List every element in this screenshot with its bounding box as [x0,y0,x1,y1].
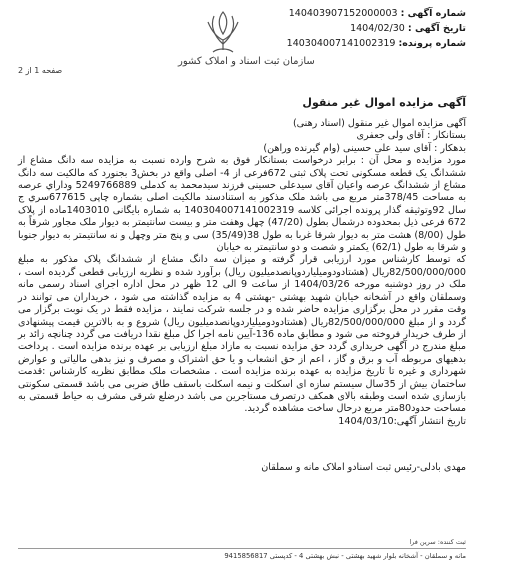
organization-name: سازمان ثبت اسناد و املاک کشور [178,56,315,67]
announcement-no-label: شماره آگهی : [400,8,466,19]
case-no: 140304007141002319 [286,38,396,49]
case-no-row [287,36,466,51]
debtor-line: بدهکار : آقای سید علی حسینی (وام گیرنده وراهن) [263,142,466,154]
footer-registrar: ثبت کننده: سرین فرا [409,538,466,546]
emblem-icon [168,4,278,64]
property-description: مورد مزایده و محل آن : برابر درخواست بستانکار فوق به شرح وارده نسبت به مزایده سه دانگ مشاع از ششدانگ یک قطعه مسکونی تحت پلاک ثبتی 672فرعی از 4- اصلی واقع در بخش3 بجنورد که مالکیت سه دانگ مشاع از ششدانگ عرصه واعیان آقای سیدعلی حسینی فرزند سیدمحمد به کدملی 5249766889 وداراي عرصه به مساحت 378/45متر مربع می باشد ملک مذکور به استنادسند مالکیت اصلی بشماره چاپی 677615سري ج سال 92وتوثیقه گذار پرونده اجرائی کلاسه 140304007141002319 به شماره بایگانی 1403010ماده از پلاک 672 فرعی ذیل بمحدوده درشمال بطول (47/20) چهل وهفت متر و بیست سانتیمتر به دیوار ملک مجاور شرقاً به طول (8/00) هشت متر به دیوار شرقا غربا به طول 38(35/49) سی و پنج متر وچهل و نه سانتیمتر به دیوار جنوبا و شرقا به طول (62/1) یکمتر و شصت و دو سانتیمتر به خیابان [18,155,467,254]
paragraph: آگهی مزایده اموال غیر منقول (اسناد رهنی) [292,118,466,129]
announcement-no: 140403907152000003 [288,8,398,19]
creditor-line: بستانکار : آقای ولی جعفری [356,130,466,142]
announcement-meta [287,6,466,51]
publication-date: تاریخ انتشار آگهی:1404/03/10 [338,415,466,427]
auction-terms: که توسط کارشناس مورد ارزیابی قرار گرفته و میزان سه دانگ مشاع از ششدانگ پلاک مذکور به مبلغ 82/500/000/000ریال (هشتادودومیلیاردوپانصدمیلیون ریال) برآورد شده و نظریه ارزیابی قطعی گردیده است ، ملک در روز دوشنبه مورخه 1404/03/26 از ساعت 9 الی 12 ظهر در محل اداره اجرای اسناد رسمی مانه وسملقان واقع در آشخانه خیابان شهید بهشتی -بهشتی 4 به مزایده گذاشته می شود ، خریداران می توانند در وقت مقرر در محل برگزاری مزایده حاضر شده و در جلسه شرکت نمایند ، مزایده فقط در یک نوبت برگزار می گردد و از مبلغ 82/500/000/000ریال (هشتادودومیلیاردوپانصدمیلیون ریال) شروع و به بالاترین قیمت پیشنهادی از طرف خریدار فروخته می شود و مطابق ماده 136-آیین نامه اجرا کل مبلغ نقدا دریافت می گردد چنانچه زائد بر مبلغ مندرج در آگهی خریداری گردد حق مزایده نسبت به مازاد مبلغ ارزیابی بر عهده برنده مزایده است . پرداخت بدهیهای مربوطه آب و برق و گاز ، اعم از حق انشعاب و یا حق اشتراک و مصرف و نیز بدهی مالیاتی و عوارض شهرداری و غیره تا تاریخ مزایده به عهده برنده مزایده است . مشخصات ملک مطابق نظریه کارشناس :قدمت ساختمان بیش از 35سال سیستم سازه ای اسکلت و نیمه اسکلت باسقف طاق ضربی می باشد قسمتی سکونتی بازسازی شده است وطبقه بالای همکف درتصرف مستاجرین می باشد درضلع شرقی مشرف به حیاط قسمتی به مساحت حدود80متر مربع درحال ساخت مشاهده گردید. [18,254,467,415]
document-title: آگهی مزایده اموال غیر منقول [302,96,466,109]
page-number: صفحه 1 از 2 [18,66,63,75]
signature-line: مهدی بادلی-رئیس ثبت اسنادو املاک مانه و سملقان [261,462,466,473]
announcement-date: 1404/02/30 [350,23,405,34]
footer-address: مانه و سملقان - آشخانه بلوار شهید بهشتی - نبش بهشتی 4 - کدپستی 9415856817 [224,552,466,560]
announcement-no-row [287,6,466,21]
case-no-label: شماره پرونده: [398,38,466,49]
announcement-date-label: تاریخ آگهی : [407,23,466,34]
footer-divider [18,548,466,549]
announcement-body [18,118,466,428]
announcement-date-row [287,21,466,36]
